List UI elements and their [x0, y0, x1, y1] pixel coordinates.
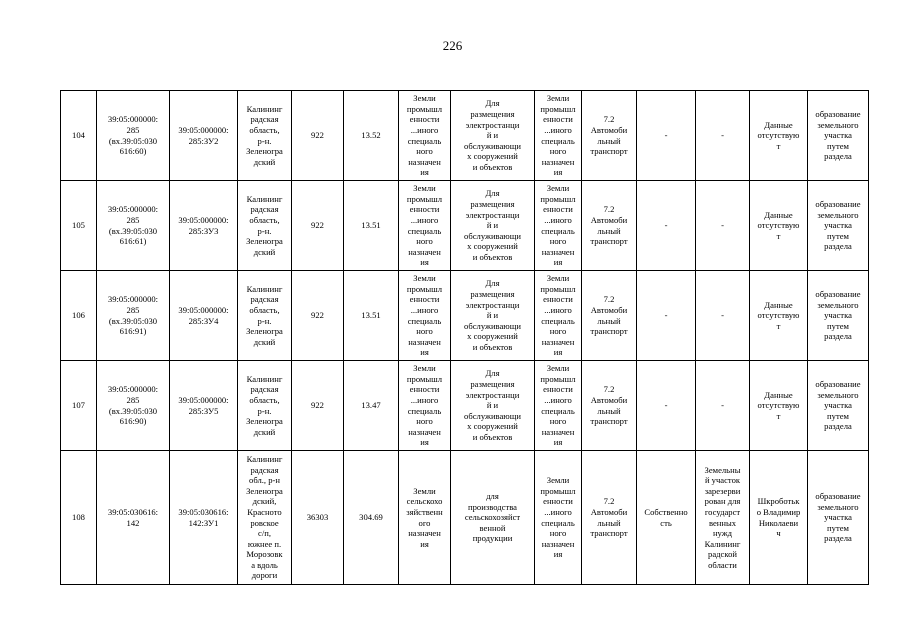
formed-parcel-cell: 39:05:030616: 142:ЗУ1	[170, 451, 238, 585]
new-category-cell: Земли промышл енности ...иного специаль ного назначен ия	[535, 271, 582, 361]
cost-cell: 13.51	[344, 181, 399, 271]
new-category-cell: Земли промышл енности ...иного специаль ного назначен ия	[535, 451, 582, 585]
land-category-cell: Земли промышл енности ...иного специаль ного назначен ия	[399, 91, 451, 181]
encumbrance-cell: -	[696, 181, 750, 271]
new-use-cell: 7.2 Автомоби льный транспорт	[582, 361, 637, 451]
new-use-cell: 7.2 Автомоби льный транспорт	[582, 91, 637, 181]
right-type-cell: -	[637, 361, 696, 451]
new-use-cell: 7.2 Автомоби льный транспорт	[582, 451, 637, 585]
table-row	[61, 91, 869, 181]
address-cell: Калининг радская область, р-н. Зеленогра дский	[238, 271, 292, 361]
cost-cell: 304.69	[344, 451, 399, 585]
address-cell: Калининг радская область, р-н. Зеленогра дский	[238, 91, 292, 181]
encumbrance-cell: -	[696, 361, 750, 451]
address-cell: Калининг радская область, р-н. Зеленогра дский	[238, 361, 292, 451]
cost-cell: 13.51	[344, 271, 399, 361]
row-number-cell: 105	[61, 181, 97, 271]
table-row	[61, 271, 869, 361]
page-number: 226	[442, 38, 463, 53]
row-number-cell: 106	[61, 271, 97, 361]
area-cell: 922	[292, 271, 344, 361]
table-body	[61, 91, 869, 585]
source-parcel-cell: 39:05:000000: 285 (вх.39:05:030 616:60)	[97, 91, 170, 181]
permitted-use-cell: Для размещения электростанци й и обслуживающи х сооружений и объектов	[451, 361, 535, 451]
land-category-cell: Земли сельскохо зяйственн ого назначен ия	[399, 451, 451, 585]
land-category-cell: Земли промышл енности ...иного специаль ного назначен ия	[399, 361, 451, 451]
row-number-cell: 107	[61, 361, 97, 451]
area-cell: 36303	[292, 451, 344, 585]
parcel-table	[60, 90, 869, 585]
purpose-cell: образование земельного участка путем раздела	[808, 361, 869, 451]
area-cell: 922	[292, 181, 344, 271]
land-category-cell: Земли промышл енности ...иного специаль ного назначен ия	[399, 271, 451, 361]
table-row	[61, 181, 869, 271]
new-category-cell: Земли промышл енности ...иного специаль ного назначен ия	[535, 91, 582, 181]
encumbrance-cell: Земельны й участок зарезерви рован для государст венных нужд Калининг радской области	[696, 451, 750, 585]
right-type-cell: -	[637, 181, 696, 271]
right-type-cell: -	[637, 91, 696, 181]
purpose-cell: образование земельного участка путем раздела	[808, 271, 869, 361]
permitted-use-cell: Для размещения электростанци й и обслуживающи х сооружений и объектов	[451, 271, 535, 361]
permitted-use-cell: для производства сельскохозяйст венной продукции	[451, 451, 535, 585]
row-number-cell: 108	[61, 451, 97, 585]
permitted-use-cell: Для размещения электростанци й и обслуживающи х сооружений и объектов	[451, 181, 535, 271]
permitted-use-cell: Для размещения электростанци й и обслуживающи х сооружений и объектов	[451, 91, 535, 181]
purpose-cell: образование земельного участка путем раздела	[808, 91, 869, 181]
table-row	[61, 451, 869, 585]
owner-cell: Данные отсутствую т	[750, 91, 808, 181]
cost-cell: 13.52	[344, 91, 399, 181]
formed-parcel-cell: 39:05:000000: 285:ЗУ5	[170, 361, 238, 451]
purpose-cell: образование земельного участка путем раздела	[808, 451, 869, 585]
source-parcel-cell: 39:05:000000: 285 (вх.39:05:030 616:91)	[97, 271, 170, 361]
table-row	[61, 361, 869, 451]
owner-cell: Данные отсутствую т	[750, 271, 808, 361]
owner-cell: Данные отсутствую т	[750, 361, 808, 451]
source-parcel-cell: 39:05:030616: 142	[97, 451, 170, 585]
source-parcel-cell: 39:05:000000: 285 (вх.39:05:030 616:90)	[97, 361, 170, 451]
new-use-cell: 7.2 Автомоби льный транспорт	[582, 181, 637, 271]
right-type-cell: Собственно сть	[637, 451, 696, 585]
formed-parcel-cell: 39:05:000000: 285:ЗУ2	[170, 91, 238, 181]
address-cell: Калининг радская область, р-н. Зеленогра дский	[238, 181, 292, 271]
purpose-cell: образование земельного участка путем раздела	[808, 181, 869, 271]
row-number-cell: 104	[61, 91, 97, 181]
source-parcel-cell: 39:05:000000: 285 (вх.39:05:030 616:61)	[97, 181, 170, 271]
cost-cell: 13.47	[344, 361, 399, 451]
land-category-cell: Земли промышл енности ...иного специаль ного назначен ия	[399, 181, 451, 271]
new-category-cell: Земли промышл енности ...иного специаль ного назначен ия	[535, 181, 582, 271]
owner-cell: Данные отсутствую т	[750, 181, 808, 271]
owner-cell: Шкроботьк о Владимир Николаеви ч	[750, 451, 808, 585]
right-type-cell: -	[637, 271, 696, 361]
area-cell: 922	[292, 91, 344, 181]
new-category-cell: Земли промышл енности ...иного специаль ного назначен ия	[535, 361, 582, 451]
new-use-cell: 7.2 Автомоби льный транспорт	[582, 271, 637, 361]
formed-parcel-cell: 39:05:000000: 285:ЗУ4	[170, 271, 238, 361]
encumbrance-cell: -	[696, 271, 750, 361]
area-cell: 922	[292, 361, 344, 451]
address-cell: Калининг радская обл., р-н Зеленогра дский, Красното ровское с/п, южнее п. Морозовк а вдоль дороги	[238, 451, 292, 585]
encumbrance-cell: -	[696, 91, 750, 181]
formed-parcel-cell: 39:05:000000: 285:ЗУ3	[170, 181, 238, 271]
